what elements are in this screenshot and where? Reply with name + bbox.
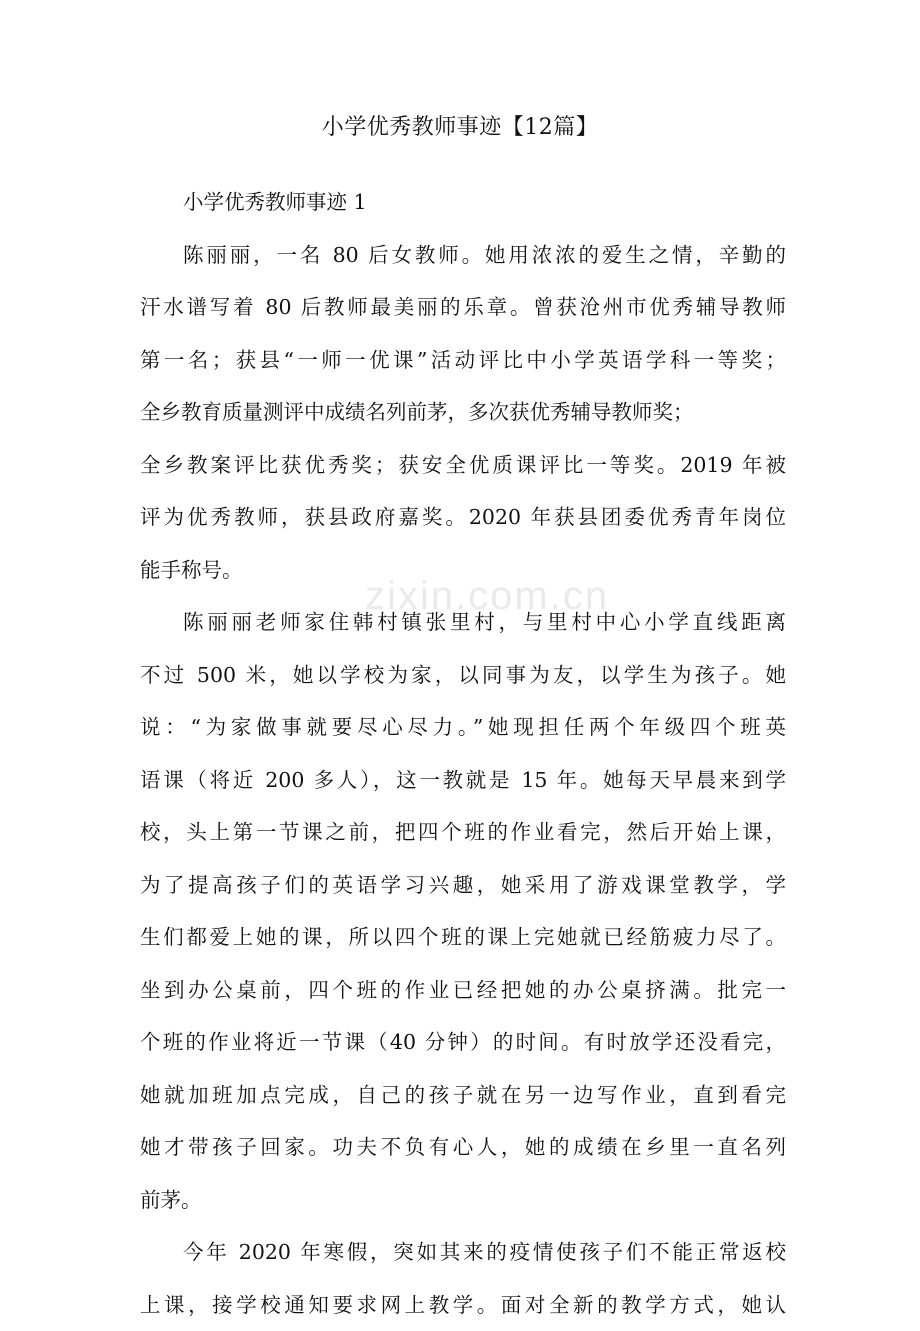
paragraph-line: 第一名；获县“一师一优课”活动评比中小学英语学科一等奖； — [140, 334, 786, 387]
paragraph-line: 陈丽丽，一名 80 后女教师。她用浓浓的爱生之情，辛勤的 — [140, 229, 786, 282]
paragraph-line: 汗水谱写着 80 后教师最美丽的乐章。曾获沧州市优秀辅导教师 — [140, 281, 786, 334]
document-title: 小学优秀教师事迹【12篇】 — [0, 112, 920, 144]
paragraph-line: 今年 2020 年寒假，突如其来的疫情使孩子们不能正常返校 — [140, 1226, 786, 1279]
paragraph-line: 为了提高孩子们的英语学习兴趣，她采用了游戏课堂教学，学 — [140, 859, 786, 912]
paragraph-line: 她才带孩子回家。功夫不负有心人，她的成绩在乡里一直名列 — [140, 1121, 786, 1174]
paragraph-line: 全乡教育质量测评中成绩名列前茅，多次获优秀辅导教师奖； — [140, 386, 786, 439]
paragraph-line: 校，头上第一节课之前，把四个班的作业看完，然后开始上课， — [140, 806, 786, 859]
paragraph-line: 她就加班加点完成，自己的孩子就在另一边写作业，直到看完 — [140, 1069, 786, 1122]
watermark: zixin.com.cn — [365, 574, 609, 619]
section-heading: 小学优秀教师事迹 1 — [140, 176, 786, 229]
paragraph-line: 说：“为家做事就要尽心尽力。”她现担任两个年级四个班英 — [140, 701, 786, 754]
paragraph-line: 上课，接学校通知要求网上教学。面对全新的教学方式，她认 — [140, 1279, 786, 1331]
paragraph-line: 生们都爱上她的课，所以四个班的课上完她就已经筋疲力尽了。 — [140, 911, 786, 964]
document-body — [140, 176, 786, 1331]
paragraph-line: 能手称号。 — [140, 544, 786, 597]
paragraph-line: 评为优秀教师，获县政府嘉奖。2020 年获县团委优秀青年岗位 — [140, 491, 786, 544]
paragraph-line: 坐到办公桌前，四个班的作业已经把她的办公桌挤满。批完一 — [140, 964, 786, 1017]
paragraph-line: 全乡教案评比获优秀奖；获安全优质课评比一等奖。2019 年被 — [140, 439, 786, 492]
paragraph-line: 不过 500 米，她以学校为家，以同事为友，以学生为孩子。她 — [140, 649, 786, 702]
paragraph-line: 陈丽丽老师家住韩村镇张里村，与里村中心小学直线距离 — [140, 596, 786, 649]
paragraph-line: 语课（将近 200 多人），这一教就是 15 年。她每天早晨来到学 — [140, 754, 786, 807]
paragraph-line: 个班的作业将近一节课（40 分钟）的时间。有时放学还没看完， — [140, 1016, 786, 1069]
paragraph-line: 前茅。 — [140, 1174, 786, 1227]
